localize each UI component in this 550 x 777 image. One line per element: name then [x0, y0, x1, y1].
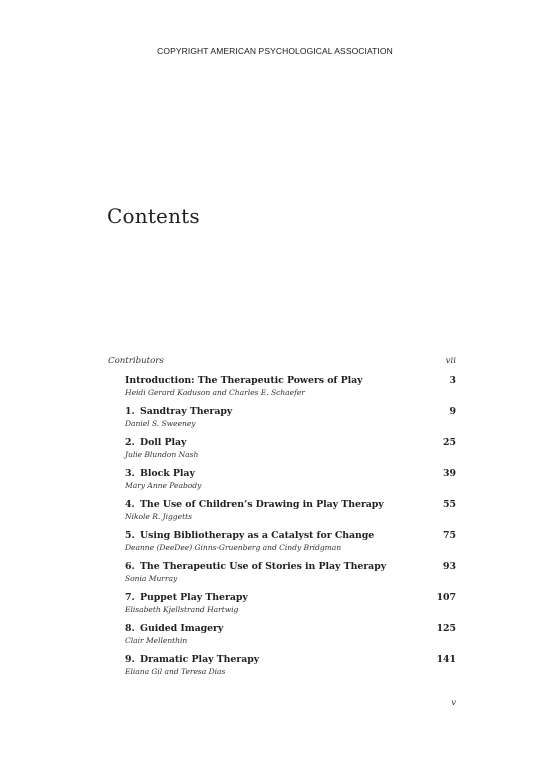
chapter-title: Block Play [140, 468, 195, 479]
front-matter-label: Contributors [108, 356, 164, 366]
chapter-number: 3. [125, 468, 135, 479]
toc-entry[interactable] [108, 437, 456, 468]
chapter-title: Sandtray Therapy [140, 406, 233, 417]
chapter-authors: Nikole R. Jiggetts [125, 512, 192, 521]
front-matter-page: vii [445, 356, 456, 366]
toc-entry[interactable] [108, 623, 456, 654]
chapter-authors: Daniel S. Sweeney [125, 419, 196, 428]
page-folio: v [451, 698, 456, 708]
chapter-authors: Sonia Murray [125, 574, 178, 583]
chapter-title: Guided Imagery [140, 623, 224, 634]
chapter-page: 55 [443, 499, 456, 510]
chapter-number: 7. [125, 592, 135, 603]
chapter-number: 2. [125, 437, 135, 448]
chapter-authors: Clair Mellenthin [125, 636, 188, 645]
chapter-authors: Mary Anne Peabody [125, 481, 202, 490]
chapter-authors: Elisabeth Kjellstrand Hartwig [125, 605, 239, 614]
chapter-page: 107 [436, 592, 456, 603]
chapter-page: 141 [436, 654, 456, 665]
toc-entry[interactable] [108, 654, 456, 685]
chapter-title: The Therapeutic Use of Stories in Play Therapy [140, 561, 387, 572]
chapter-authors: Julie Blundon Nash [125, 450, 199, 459]
chapter-page: 3 [449, 375, 456, 386]
chapter-authors: Heidi Gerard Kaduson and Charles E. Schaefer [125, 388, 305, 397]
toc-entries [108, 375, 456, 685]
toc-entry[interactable] [108, 499, 456, 530]
toc-entry[interactable] [108, 468, 456, 499]
chapter-title: Dramatic Play Therapy [140, 654, 260, 665]
toc-entry[interactable] [108, 592, 456, 623]
chapter-authors: Deanne (DeeDee) Ginns-Gruenberg and Cindy Bridgman [125, 543, 342, 552]
chapter-title: Doll Play [140, 437, 187, 448]
chapter-number: 4. [125, 499, 135, 510]
chapter-page: 39 [443, 468, 456, 479]
toc-entry[interactable] [108, 375, 456, 406]
chapter-title: Using Bibliotherapy as a Catalyst for Change [140, 530, 375, 541]
chapter-title: Puppet Play Therapy [140, 592, 248, 603]
copyright-header: COPYRIGHT AMERICAN PSYCHOLOGICAL ASSOCIATION [157, 46, 393, 56]
chapter-title: The Use of Children’s Drawing in Play Therapy [140, 499, 384, 510]
chapter-page: 125 [436, 623, 456, 634]
chapter-authors: Eliana Gil and Teresa Dias [125, 667, 226, 676]
chapter-number: 6. [125, 561, 135, 572]
toc-entry[interactable] [108, 530, 456, 561]
chapter-title: Introduction: The Therapeutic Powers of Play [125, 375, 363, 386]
chapter-number: 5. [125, 530, 135, 541]
chapter-number: 1. [125, 406, 135, 417]
chapter-page: 25 [443, 437, 456, 448]
toc-front-matter-row[interactable] [108, 356, 456, 366]
chapter-page: 93 [443, 561, 456, 572]
chapter-number: 9. [125, 654, 135, 665]
chapter-page: 9 [449, 406, 456, 417]
chapter-page: 75 [443, 530, 456, 541]
toc-entry[interactable] [108, 561, 456, 592]
chapter-number: 8. [125, 623, 135, 634]
page-title: Contents [107, 204, 200, 228]
toc-entry[interactable] [108, 406, 456, 437]
